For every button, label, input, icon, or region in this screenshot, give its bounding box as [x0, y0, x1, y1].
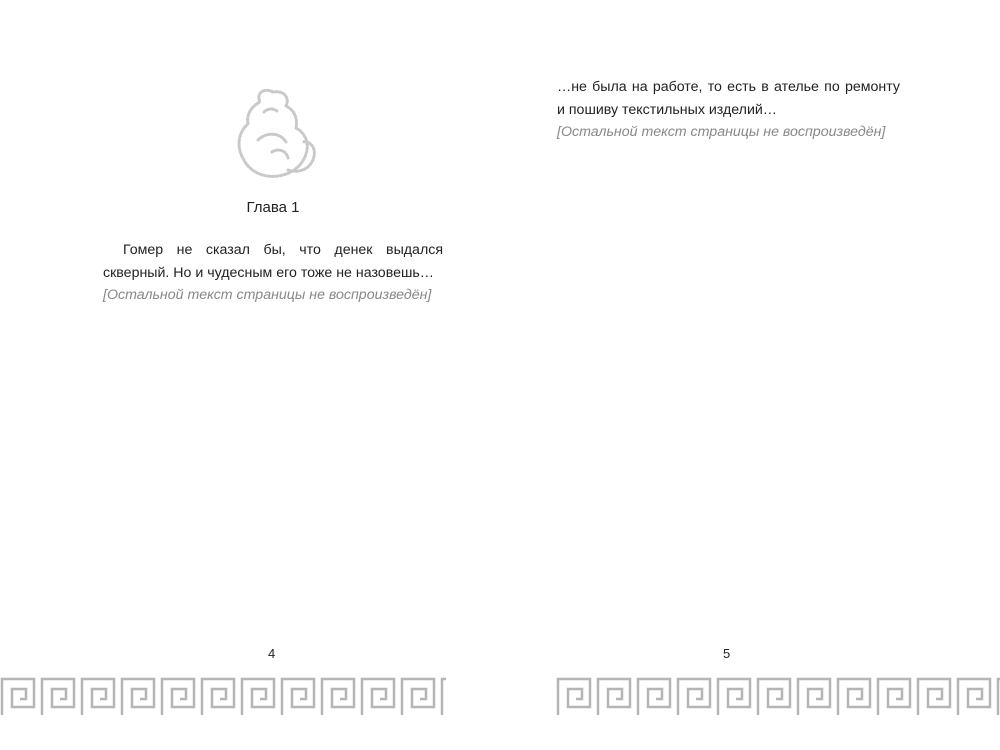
greek-key-border — [0, 677, 446, 717]
text-placeholder: [Остальной текст страницы не воспроизведён] — [103, 287, 432, 304]
chapter-title: Глава 1 — [246, 199, 300, 216]
greek-key-border — [556, 677, 1000, 717]
page-number: 4 — [268, 646, 276, 661]
mouse-silhouette-icon — [228, 82, 323, 192]
right-page-text — [557, 76, 900, 144]
paragraph: …не была на работе, то есть в ателье по ремонту и пошиву текстильных изделий… — [557, 79, 900, 118]
left-page-text — [103, 239, 443, 307]
paragraph: Гомер не сказал бы, что денек выдался скверный. Но и чудесным его тоже не назовешь… — [103, 242, 443, 281]
text-placeholder: [Остальной текст страницы не воспроизведён] — [557, 124, 886, 141]
page-number: 5 — [723, 646, 731, 661]
